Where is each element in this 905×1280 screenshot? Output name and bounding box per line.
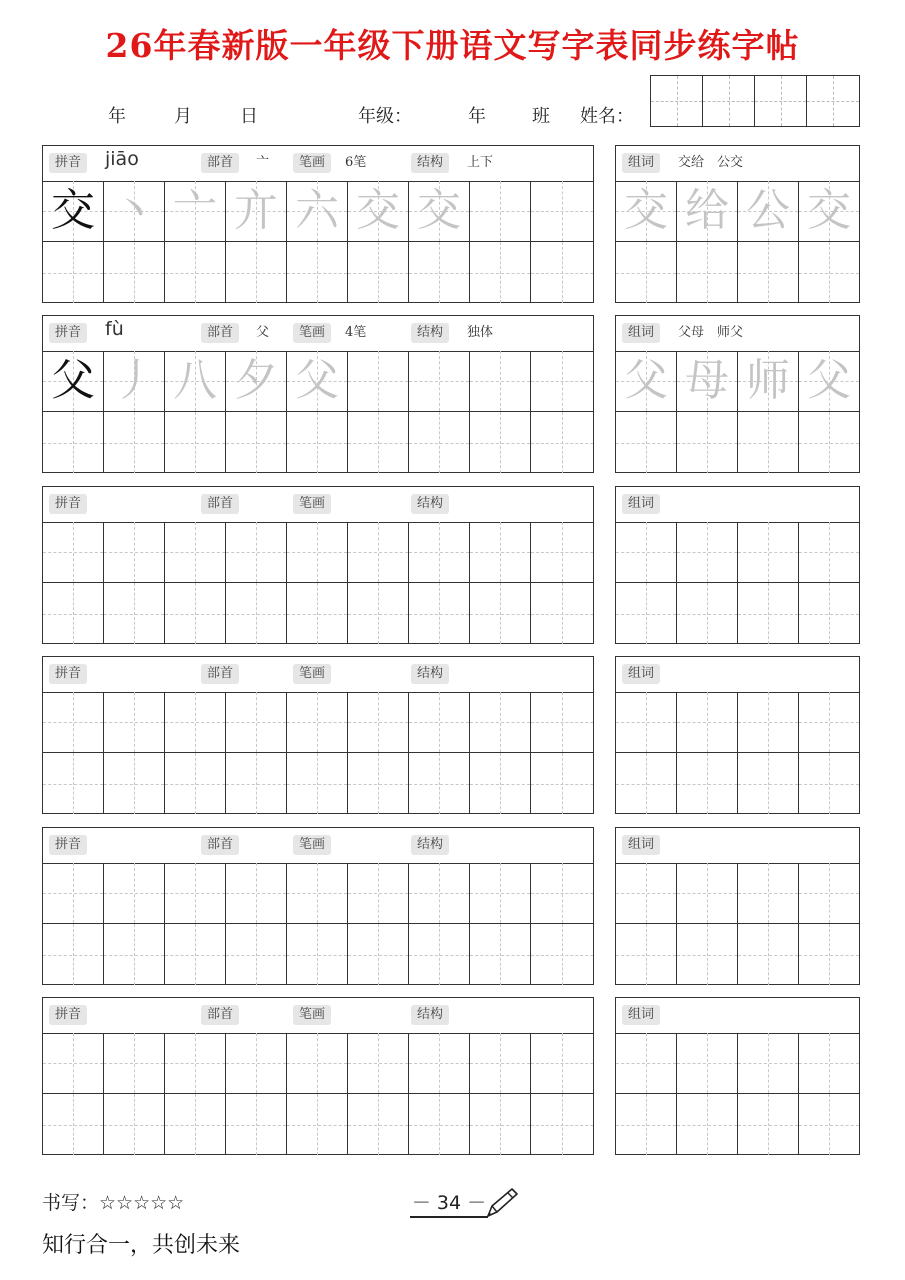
tianzi-cell[interactable] — [616, 924, 677, 985]
word-character: 父 — [807, 355, 851, 406]
pinyin-value: jiāo — [105, 148, 139, 170]
tianzi-cell[interactable] — [43, 692, 104, 753]
tianzi-cell[interactable] — [799, 753, 859, 814]
tianzi-cell[interactable] — [470, 692, 531, 753]
tianzi-cell[interactable] — [799, 242, 859, 303]
tianzi-cell[interactable] — [738, 242, 799, 303]
word-character: 师 — [746, 355, 790, 406]
structure-label: 结构 — [411, 153, 449, 173]
word-practice-box — [615, 486, 860, 644]
tianzi-cell[interactable] — [470, 242, 531, 303]
strokes-label: 笔画 — [293, 323, 331, 343]
character-practice-box — [42, 656, 594, 814]
word-header — [616, 998, 859, 1034]
tianzi-cell[interactable] — [738, 583, 799, 644]
tianzi-cell[interactable] — [104, 522, 165, 583]
tianzi-cell[interactable] — [616, 351, 677, 412]
tianzi-cell[interactable] — [409, 1094, 470, 1155]
strokes-label: 笔画 — [293, 664, 331, 684]
words-label: 组词 — [622, 153, 660, 173]
pinyin-label: 拼音 — [49, 153, 87, 173]
tianzi-cell[interactable] — [165, 522, 226, 583]
structure-label: 结构 — [411, 494, 449, 514]
practice-block — [42, 997, 860, 1155]
tianzi-cell[interactable] — [409, 692, 470, 753]
tianzi-cell[interactable] — [104, 583, 165, 644]
writing-rating: 书写：☆☆☆☆☆ — [42, 1192, 185, 1214]
tianzi-cell[interactable] — [409, 412, 470, 473]
tianzi-cell[interactable] — [104, 924, 165, 985]
tianzi-cell[interactable] — [226, 412, 287, 473]
tianzi-cell[interactable] — [677, 1094, 738, 1155]
tianzi-cell[interactable] — [287, 583, 348, 644]
pinyin-label: 拼音 — [49, 494, 87, 514]
word-header — [616, 487, 859, 523]
tianzi-cell[interactable] — [226, 242, 287, 303]
tianzi-cell[interactable] — [531, 522, 593, 583]
name-label: 姓名： — [580, 106, 634, 127]
words-label: 组词 — [622, 494, 660, 514]
stroke-order-step: 六 — [295, 185, 339, 236]
tianzi-cell[interactable] — [348, 1094, 409, 1155]
stroke-order-step: 丶 — [112, 185, 156, 236]
tianzi-cell[interactable] — [738, 522, 799, 583]
tianzi-cell[interactable] — [104, 412, 165, 473]
structure-label: 结构 — [411, 664, 449, 684]
tianzi-cell[interactable] — [677, 692, 738, 753]
tianzi-cell[interactable] — [226, 924, 287, 985]
tianzi-cell[interactable] — [43, 1094, 104, 1155]
tianzi-cell[interactable] — [799, 692, 859, 753]
tianzi-cell[interactable] — [104, 692, 165, 753]
date-year-label: 年 — [108, 106, 126, 127]
tianzi-cell[interactable] — [409, 924, 470, 985]
tianzi-cell[interactable] — [287, 924, 348, 985]
tianzi-cell[interactable] — [348, 351, 409, 412]
tianzi-cell[interactable] — [531, 753, 593, 814]
tianzi-cell[interactable] — [677, 924, 738, 985]
tianzi-cell[interactable] — [43, 753, 104, 814]
tianzi-cell[interactable] — [287, 753, 348, 814]
character-info-header — [43, 657, 593, 693]
tianzi-cell[interactable] — [470, 583, 531, 644]
class-label: 班 — [532, 106, 550, 127]
tianzi-cell[interactable] — [799, 181, 859, 242]
character-info-header — [43, 487, 593, 523]
word-practice-box — [615, 315, 860, 473]
tianzi-cell[interactable] — [470, 522, 531, 583]
word-character: 交 — [807, 185, 851, 236]
character-practice-box — [42, 997, 594, 1155]
character-info-header — [43, 998, 593, 1034]
tianzi-cell[interactable] — [43, 351, 104, 412]
tianzi-cell[interactable] — [287, 412, 348, 473]
tianzi-cell[interactable] — [165, 583, 226, 644]
word-practice-box — [615, 997, 860, 1155]
word-character: 交 — [624, 185, 668, 236]
tianzi-cell[interactable] — [348, 1033, 409, 1094]
radical-label: 部首 — [201, 1005, 239, 1025]
words-value: 交给 公交 — [678, 155, 744, 170]
grade-label: 年级： — [358, 106, 412, 127]
tianzi-cell[interactable] — [226, 181, 287, 242]
tianzi-cell[interactable] — [287, 692, 348, 753]
pinyin-label: 拼音 — [49, 664, 87, 684]
tianzi-cell[interactable] — [104, 351, 165, 412]
tianzi-cell[interactable] — [799, 522, 859, 583]
strokes-label: 笔画 — [293, 835, 331, 855]
motto: 知行合一，共创未来 — [42, 1233, 241, 1258]
tianzi-cell[interactable] — [348, 583, 409, 644]
tianzi-cell[interactable] — [226, 351, 287, 412]
tianzi-cell[interactable] — [677, 242, 738, 303]
tianzi-cell[interactable] — [677, 522, 738, 583]
tianzi-cell[interactable] — [531, 863, 593, 924]
character-info-header — [43, 146, 593, 182]
tianzi-cell[interactable] — [43, 583, 104, 644]
tianzi-cell[interactable] — [348, 692, 409, 753]
tianzi-cell[interactable] — [43, 1033, 104, 1094]
tianzi-cell[interactable] — [470, 753, 531, 814]
tianzi-cell[interactable] — [43, 522, 104, 583]
name-cell[interactable] — [703, 76, 755, 126]
tianzi-cell[interactable] — [531, 583, 593, 644]
tianzi-cell[interactable] — [616, 863, 677, 924]
tianzi-cell[interactable] — [616, 181, 677, 242]
words-label: 组词 — [622, 1005, 660, 1025]
word-character: 给 — [685, 185, 729, 236]
tianzi-cell[interactable] — [677, 412, 738, 473]
tianzi-cell[interactable] — [470, 412, 531, 473]
tianzi-cell[interactable] — [287, 1094, 348, 1155]
name-writing-grid[interactable] — [650, 75, 860, 127]
tianzi-cell[interactable] — [226, 753, 287, 814]
stroke-order-step: 亣 — [234, 185, 278, 236]
stroke-order-step: 丿 — [112, 355, 156, 406]
practice-block — [42, 656, 860, 814]
word-character: 父 — [624, 355, 668, 406]
tianzi-cell[interactable] — [43, 412, 104, 473]
stroke-order-step: 八 — [173, 355, 217, 406]
tianzi-cell[interactable] — [226, 1094, 287, 1155]
tianzi-cell[interactable] — [677, 1033, 738, 1094]
tianzi-cell[interactable] — [677, 863, 738, 924]
radical-value: 亠 — [256, 155, 270, 170]
tianzi-cell[interactable] — [226, 1033, 287, 1094]
practice-block — [42, 827, 860, 985]
tianzi-cell[interactable] — [531, 1094, 593, 1155]
tianzi-cell[interactable] — [226, 863, 287, 924]
strokes-label: 笔画 — [293, 494, 331, 514]
tianzi-cell[interactable] — [531, 412, 593, 473]
tianzi-cell[interactable] — [799, 924, 859, 985]
word-header — [616, 316, 859, 352]
tianzi-cell[interactable] — [531, 692, 593, 753]
name-cell[interactable] — [651, 76, 703, 126]
page-number-underline — [410, 1216, 488, 1218]
strokes-value: 6笔 — [345, 155, 367, 170]
tianzi-cell[interactable] — [348, 753, 409, 814]
tianzi-cell[interactable] — [226, 522, 287, 583]
tianzi-cell[interactable] — [226, 692, 287, 753]
radical-label: 部首 — [201, 664, 239, 684]
tianzi-cell[interactable] — [287, 351, 348, 412]
tianzi-cell[interactable] — [104, 863, 165, 924]
practice-block — [42, 486, 860, 644]
tianzi-cell[interactable] — [43, 863, 104, 924]
stroke-order-step: 夕 — [234, 355, 278, 406]
page-title: 26年春新版一年级下册语文写字表同步练字帖 — [105, 26, 800, 65]
tianzi-cell[interactable] — [43, 242, 104, 303]
words-label: 组词 — [622, 664, 660, 684]
tianzi-cell[interactable] — [104, 181, 165, 242]
tianzi-cell[interactable] — [43, 181, 104, 242]
tianzi-cell[interactable] — [470, 924, 531, 985]
grade-nian-label: 年 — [468, 106, 486, 127]
tianzi-cell[interactable] — [165, 351, 226, 412]
tianzi-cell[interactable] — [409, 242, 470, 303]
pinyin-label: 拼音 — [49, 323, 87, 343]
tianzi-cell[interactable] — [738, 1094, 799, 1155]
character-info-header — [43, 828, 593, 864]
tianzi-cell[interactable] — [165, 692, 226, 753]
pinyin-label: 拼音 — [49, 835, 87, 855]
tianzi-cell[interactable] — [677, 753, 738, 814]
word-header — [616, 657, 859, 693]
character-practice-box — [42, 827, 594, 985]
tianzi-cell[interactable] — [738, 924, 799, 985]
tianzi-cell[interactable] — [409, 863, 470, 924]
tianzi-cell[interactable] — [165, 753, 226, 814]
tianzi-cell[interactable] — [348, 242, 409, 303]
tianzi-cell[interactable] — [409, 1033, 470, 1094]
tianzi-cell[interactable] — [409, 181, 470, 242]
tianzi-cell[interactable] — [616, 412, 677, 473]
page-number: － 34 － — [411, 1192, 487, 1214]
tianzi-cell[interactable] — [409, 522, 470, 583]
tianzi-cell[interactable] — [165, 242, 226, 303]
tianzi-cell[interactable] — [799, 1094, 859, 1155]
tianzi-cell[interactable] — [348, 522, 409, 583]
pen-icon — [484, 1186, 520, 1220]
pinyin-value: fù — [105, 318, 124, 340]
date-day-label: 日 — [240, 106, 258, 127]
radical-value: 父 — [256, 325, 270, 340]
tianzi-cell[interactable] — [738, 753, 799, 814]
word-practice-box — [615, 656, 860, 814]
word-header — [616, 828, 859, 864]
tianzi-cell[interactable] — [104, 753, 165, 814]
tianzi-cell[interactable] — [104, 1033, 165, 1094]
tianzi-cell[interactable] — [799, 351, 859, 412]
tianzi-cell[interactable] — [531, 181, 593, 242]
tianzi-cell[interactable] — [616, 522, 677, 583]
tianzi-cell[interactable] — [409, 351, 470, 412]
tianzi-cell[interactable] — [165, 1033, 226, 1094]
tianzi-cell[interactable] — [409, 583, 470, 644]
tianzi-cell[interactable] — [226, 583, 287, 644]
words-label: 组词 — [622, 323, 660, 343]
tianzi-cell[interactable] — [738, 351, 799, 412]
radical-label: 部首 — [201, 153, 239, 173]
character-practice-box — [42, 486, 594, 644]
word-header — [616, 146, 859, 182]
tianzi-cell[interactable] — [470, 1033, 531, 1094]
tianzi-cell[interactable] — [677, 181, 738, 242]
tianzi-cell[interactable] — [348, 863, 409, 924]
tianzi-cell[interactable] — [165, 924, 226, 985]
tianzi-cell[interactable] — [738, 863, 799, 924]
radical-label: 部首 — [201, 323, 239, 343]
tianzi-cell[interactable] — [616, 242, 677, 303]
word-practice-box — [615, 145, 860, 303]
tianzi-cell[interactable] — [616, 692, 677, 753]
structure-label: 结构 — [411, 835, 449, 855]
model-character: 父 — [51, 355, 95, 406]
strokes-label: 笔画 — [293, 153, 331, 173]
tianzi-cell[interactable] — [43, 924, 104, 985]
structure-value: 独体 — [467, 325, 494, 340]
tianzi-cell[interactable] — [677, 583, 738, 644]
tianzi-cell[interactable] — [287, 181, 348, 242]
tianzi-cell[interactable] — [531, 351, 593, 412]
tianzi-cell[interactable] — [799, 412, 859, 473]
name-cell[interactable] — [755, 76, 807, 126]
word-practice-box — [615, 827, 860, 985]
stroke-order-step: 交 — [356, 185, 400, 236]
stroke-order-step: 父 — [295, 355, 339, 406]
radical-label: 部首 — [201, 494, 239, 514]
words-label: 组词 — [622, 835, 660, 855]
stroke-order-step: 交 — [417, 185, 461, 236]
tianzi-cell[interactable] — [799, 1033, 859, 1094]
tianzi-cell[interactable] — [531, 1033, 593, 1094]
practice-block — [42, 315, 860, 473]
tianzi-cell[interactable] — [616, 583, 677, 644]
pinyin-label: 拼音 — [49, 1005, 87, 1025]
tianzi-cell[interactable] — [165, 863, 226, 924]
tianzi-cell[interactable] — [104, 1094, 165, 1155]
tianzi-cell[interactable] — [531, 242, 593, 303]
tianzi-cell[interactable] — [616, 1094, 677, 1155]
strokes-label: 笔画 — [293, 1005, 331, 1025]
tianzi-cell[interactable] — [104, 242, 165, 303]
character-practice-box — [42, 145, 594, 303]
character-info-header — [43, 316, 593, 352]
tianzi-cell[interactable] — [531, 924, 593, 985]
tianzi-cell[interactable] — [287, 1033, 348, 1094]
practice-block — [42, 145, 860, 303]
word-character: 公 — [746, 185, 790, 236]
structure-value: 上下 — [467, 155, 494, 170]
tianzi-cell[interactable] — [799, 583, 859, 644]
tianzi-cell[interactable] — [287, 522, 348, 583]
name-cell[interactable] — [807, 76, 859, 126]
tianzi-cell[interactable] — [738, 1033, 799, 1094]
word-character: 母 — [685, 355, 729, 406]
model-character: 交 — [51, 185, 95, 236]
tianzi-cell[interactable] — [348, 924, 409, 985]
tianzi-cell[interactable] — [165, 412, 226, 473]
character-practice-box — [42, 315, 594, 473]
tianzi-cell[interactable] — [409, 753, 470, 814]
tianzi-cell[interactable] — [738, 181, 799, 242]
structure-label: 结构 — [411, 1005, 449, 1025]
stroke-order-step: 亠 — [173, 185, 217, 236]
tianzi-cell[interactable] — [165, 181, 226, 242]
tianzi-cell[interactable] — [165, 1094, 226, 1155]
tianzi-cell[interactable] — [470, 863, 531, 924]
tianzi-cell[interactable] — [348, 181, 409, 242]
tianzi-cell[interactable] — [348, 412, 409, 473]
tianzi-cell[interactable] — [470, 1094, 531, 1155]
tianzi-cell[interactable] — [470, 181, 531, 242]
words-value: 父母 师父 — [678, 325, 744, 340]
tianzi-cell[interactable] — [287, 863, 348, 924]
structure-label: 结构 — [411, 323, 449, 343]
strokes-value: 4笔 — [345, 325, 367, 340]
tianzi-cell[interactable] — [616, 1033, 677, 1094]
tianzi-cell[interactable] — [799, 863, 859, 924]
date-month-label: 月 — [174, 106, 192, 127]
tianzi-cell[interactable] — [287, 242, 348, 303]
tianzi-cell[interactable] — [616, 753, 677, 814]
tianzi-cell[interactable] — [738, 692, 799, 753]
tianzi-cell[interactable] — [677, 351, 738, 412]
tianzi-cell[interactable] — [470, 351, 531, 412]
radical-label: 部首 — [201, 835, 239, 855]
tianzi-cell[interactable] — [738, 412, 799, 473]
